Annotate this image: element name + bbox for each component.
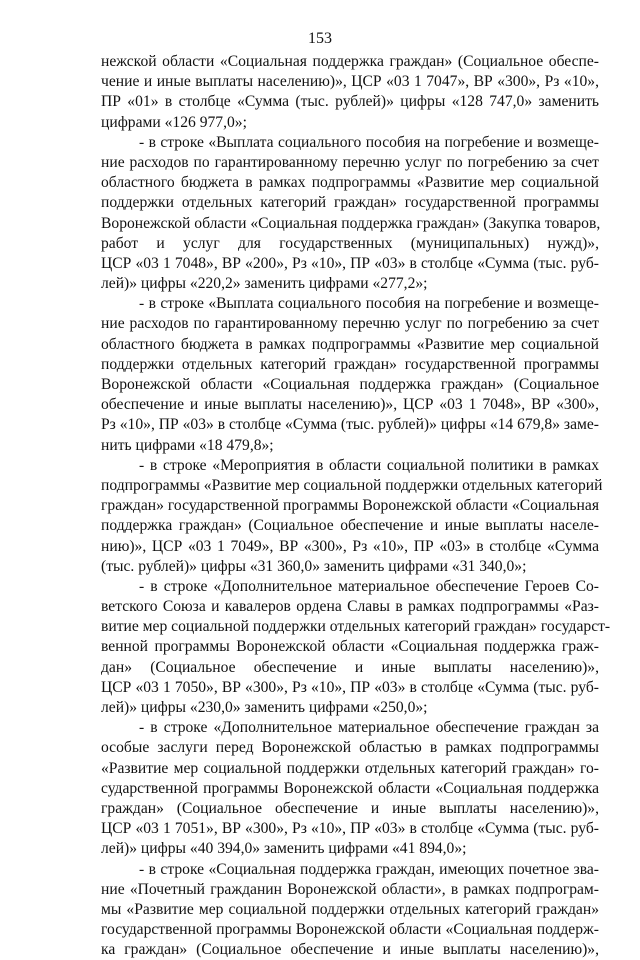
text-line: ние расходов по гарантированному перечню услуг по погребению за счет — [101, 153, 599, 171]
text-line: работ и услуг для государственных (муниципальных) нужд)», — [101, 234, 599, 252]
text-line: ка граждан» (Социальное обеспечение и иные выплаты населению)», — [101, 941, 599, 959]
text-line: цифрами «126 977,0»; — [101, 113, 247, 131]
text-line: мы «Развитие мер социальной поддержки отдельных категорий граждан» — [101, 900, 599, 918]
text-line: - в строке «Мероприятия в области социальной политики в рамках — [139, 456, 599, 474]
text-line: - в строке «Дополнительное материальное обеспечение граждан за — [139, 719, 599, 737]
text-line: - в строке «Выплата социального пособия на погребение и возмеще- — [139, 295, 599, 313]
text-line: Воронежской области «Социальная поддержка граждан» (Социальное — [101, 376, 599, 393]
text-line: поддержка граждан» (Социальное обеспечение и иные выплаты населе- — [101, 517, 599, 535]
text-line: нить цифрами «18 479,8»; — [101, 436, 274, 454]
text-line: - в строке «Социальная поддержка граждан, имеющих почетное зва- — [139, 860, 599, 878]
text-line: подпрограммы «Развитие мер социальной поддержки отдельных категорий — [101, 476, 603, 494]
text-line: сударственной программы Воронежской области «Социальная поддержка — [101, 779, 599, 797]
text-line: венной программы Воронежской области «Социальная поддержка граж- — [101, 638, 599, 656]
text-line: чение и иные выплаты населению)», ЦСР «03 1 7047», ВР «300», Рз «10», — [101, 73, 599, 91]
text-line: Воронежской области «Социальная поддержка граждан» (Закупка товаров, — [101, 214, 601, 232]
text-line: лей)» цифры «230,0» заменить цифрами «250,0»; — [101, 699, 428, 716]
text-line: граждан» государственной программы Воронежской области «Социальная — [101, 497, 599, 515]
text-line: особые заслуги перед Воронежской областью в рамках подпрограммы — [101, 739, 599, 757]
text-line: граждан» (Социальное обеспечение и иные выплаты населению)», — [101, 799, 599, 817]
document-body — [101, 52, 611, 960]
text-line: лей)» цифры «220,2» заменить цифрами «277,2»; — [101, 275, 428, 293]
text-line: ние расходов по гарантированному перечню услуг по погребению за счет — [101, 315, 599, 333]
text-line: нежской области «Социальная поддержка граждан» (Социальное обеспе- — [101, 53, 599, 70]
text-line: - в строке «Дополнительное материальное обеспечение Героев Со- — [139, 577, 599, 595]
text-line: ЦСР «03 1 7048», ВР «200», Рз «10», ПР «03» в столбце «Сумма (тыс. руб- — [101, 254, 599, 272]
text-line: Рз «10», ПР «03» в столбце «Сумма (тыс. рублей)» цифры «14 679,8» заме- — [101, 416, 599, 434]
text-line: ЦСР «03 1 7050», ВР «300», Рз «10», ПР «03» в столбце «Сумма (тыс. руб- — [101, 678, 599, 696]
text-line: витие мер социальной поддержки отдельных категорий граждан» государст- — [101, 618, 611, 636]
text-line: ЦСР «03 1 7051», ВР «300», Рз «10», ПР «03» в столбце «Сумма (тыс. руб- — [101, 820, 599, 838]
page-number: 153 — [308, 30, 332, 47]
text-line: поддержки отдельных категорий граждан» государственной программы — [101, 355, 599, 373]
text-line: - в строке «Выплата социального пособия на погребение и возмеще- — [139, 133, 599, 151]
text-line: областного бюджета в рамках подпрограммы «Развитие мер социальной — [101, 174, 599, 192]
text-line: нию)», ЦСР «03 1 7049», ВР «300», Рз «10», ПР «03» в столбце «Сумма — [101, 537, 599, 555]
text-line: обеспечение и иные выплаты населению)», ЦСР «03 1 7048», ВР «300», — [101, 396, 599, 414]
text-line: «Развитие мер социальной поддержки отдельных категорий граждан» го- — [101, 759, 599, 777]
text-line: государственной программы Воронежской области «Социальная поддерж- — [101, 921, 599, 939]
text-line: лей)» цифры «40 394,0» заменить цифрами «41 894,0»; — [101, 840, 467, 858]
text-line: ние «Почетный гражданин Воронежской области», в рамках подпрограм- — [101, 880, 599, 898]
text-line: дан» (Социальное обеспечение и иные выплаты населению)», — [101, 658, 599, 676]
text-line: областного бюджета в рамках подпрограммы «Развитие мер социальной — [101, 335, 599, 353]
text-line: (тыс. рублей)» цифры «31 360,0» заменить цифрами «31 340,0»; — [101, 557, 527, 575]
text-line: поддержки отдельных категорий граждан» государственной программы — [101, 194, 599, 212]
text-line: ветского Союза и кавалеров ордена Славы в рамках подпрограммы «Раз- — [101, 598, 599, 616]
text-line: ПР «01» в столбце «Сумма (тыс. рублей)» цифры «128 747,0» заменить — [101, 93, 599, 111]
